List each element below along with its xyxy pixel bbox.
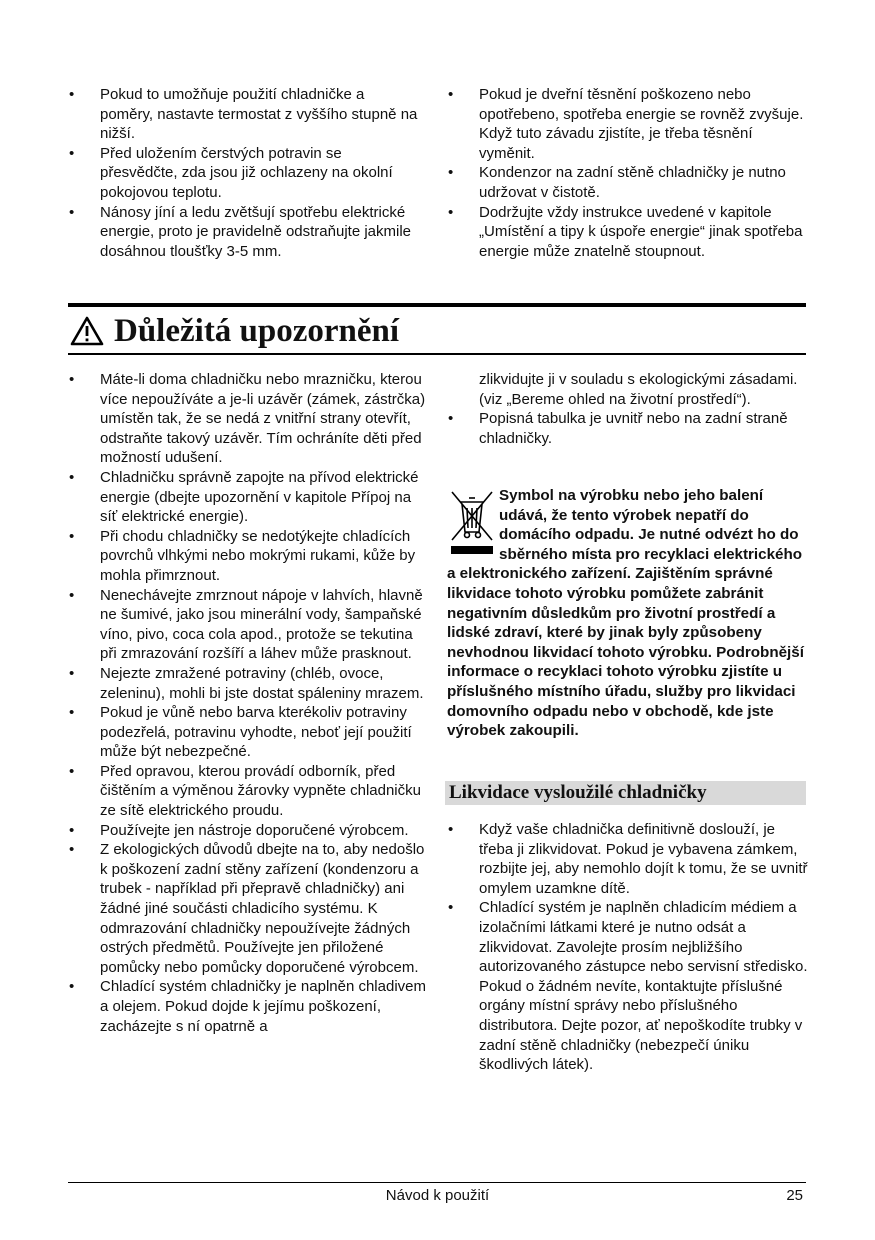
list-item: • Z ekologických důvodů dbejte na to, aby nedošlo k poškození zadní stěny zařízení (kondenzoru a trubek - například při přepravě chladničky) ani žádné jiné součásti chladicího systému. K odmrazování chladničky nepoužívejte žádných ostrých předmětů. Používejte jen přiložené pomůcky nebo pomůcky doporučené výrobcem. [68,840,430,977]
energy-tips-right [447,85,809,261]
weee-notice [447,486,809,741]
list-item: • Nánosy jíní a ledu zvětšují spotřebu elektrické energie, proto je pravidelně odstraňujte jakmile dosáhnou tloušťky 3-5 mm. [68,203,418,262]
list-item: • Nejezte zmražené potraviny (chléb, ovoce, zeleninu), mohli bi jste dostat spáleniny mrazem. [68,664,430,703]
footer-rule [68,1182,806,1183]
list-item: • Pokud to umožňuje použití chladničke a poměry, nastavte termostat z vyššího stupně na nižší. [68,85,418,144]
list-item: • Chladící systém je naplněn chladicím médiem a izolačními látkami které je nutno odsát a zlikvidovat. Zavolejte prosím nejbližšího autorizovaného zástupce nebo servisní středisko. Pokud o žádném nevíte, kontaktujte příslušné orgány místní správy nebo příslušného distributora. Dejte pozor, ať nepoškodíte trubky v zadní stěně chladničky (nebezpečí úniku škodlivých látek). [447,898,809,1074]
page-number: 25 [786,1187,803,1204]
list-item: • Když vaše chladnička definitivně doslouží, je třeba ji zlikvidovat. Pokud je vybavena zámkem, rozbijte jej, aby nemohlo dojít k tomu, že se uvnitř omylem uzamkne dítě. [447,820,809,898]
list-item: • Chladničku správně zapojte na přívod elektrické energie (dbejte upozornění v kapitole Přípoj na síť elektrické energie). [68,468,430,527]
section-heading-text: Důležitá upozornění [114,312,400,349]
list-item: • Popisná tabulka je uvnitř nebo na zadní straně chladničky. [447,409,809,448]
list-item: • Nenechávejte zmrznout nápoje v lahvích, hlavně ne šumivé, jako jsou minerální vody, šampaňské víno, pivo, coca cola apod., protože se tekutina při zmrazování rozšíří a láhev může prasknout. [68,586,430,664]
disposal-list [447,820,809,1075]
list-item: • Před opravou, kterou provádí odborník, před čištěním a výměnou žárovky vypněte chladničku ze sítě elektrického proudu. [68,762,430,821]
warning-triangle-icon [70,316,104,346]
list-item: • Před uložením čerstvých potravin se přesvědčte, zda jsou již ochlazeny na okolní pokojovou teplotu. [68,144,418,203]
list-item: • Chladící systém chladničky je naplněn chladivem a olejem. Pokud dojde k jejímu poškození, zacházejte s ní opatrně a [68,977,430,1036]
heading-top-rule [68,303,806,307]
list-item: • Používejte jen nástroje doporučené výrobcem. [68,821,430,841]
footer-title: Návod k použití [385,1187,490,1204]
list-item: • Pokud je vůně nebo barva kterékoliv potraviny podezřelá, potravinu vyhodte, neboť její použití může být nebezpečné. [68,703,430,762]
warnings-right [447,370,809,448]
list-item: • Při chodu chladničky se nedotýkejte chladících povrchů vlhkými nebo mokrými rukami, kůže by mohla přimrznout. [68,527,430,586]
list-item-continuation: zlikvidujte ji v souladu s ekologickými zásadami. (viz „Bereme ohled na životní prostředí“). [479,371,798,408]
section-heading [70,309,399,353]
disposal-heading: Likvidace vysloužilé chladničky [445,781,806,805]
list-item: • Máte-li doma chladničku nebo mrazničku, kterou více nepoužíváte a je-li uzávěr (zámek, zástrčka) umístěn tak, že se nedá z vnitřní strany otevřít, odstraňte takový uzávěr. Tím ochráníte děti před možností udušení. [68,370,430,468]
list-item: • Pokud je dveřní těsnění poškozeno nebo opotřebeno, spotřeba energie se rovněž zvyšuje. Když tuto závadu zjistíte, je třeba těsnění vyměnit. [447,85,809,163]
list-item: • Dodržujte vždy instrukce uvedené v kapitole „Umístění a tipy k úspoře energie“ jinak spotřeba energie může znatelně stoupnout. [447,203,809,262]
energy-tips-left [68,85,418,261]
crossed-out-wheelie-bin-icon [447,488,497,558]
warnings-left [68,370,430,1036]
weee-text: Symbol na výrobku nebo jeho balení udává, že tento výrobek nepatří do domácího odpadu. Je nutné odvézt ho do sběrného místa pro recyklaci elektrického a elektronického zařízení. Zajištěním správné likvidace tohoto výrobku pomůžete zabránit negativním důsledkům pro životní prostředí a lidské zdraví, které by jinak byly způsobeny nevhodnou likvidací tohoto výrobku. Podrobnější informace o recyklaci tohoto výrobku zjistíte u příslušného místního úřadu, služby pro likvidaci domovního odpadu nebo v obchodě, kde jste výrobek zakoupili. [447,487,804,740]
list-item: • Kondenzor na zadní stěně chladničky je nutno udržovat v čistotě. [447,163,809,202]
heading-bottom-rule [68,353,806,355]
